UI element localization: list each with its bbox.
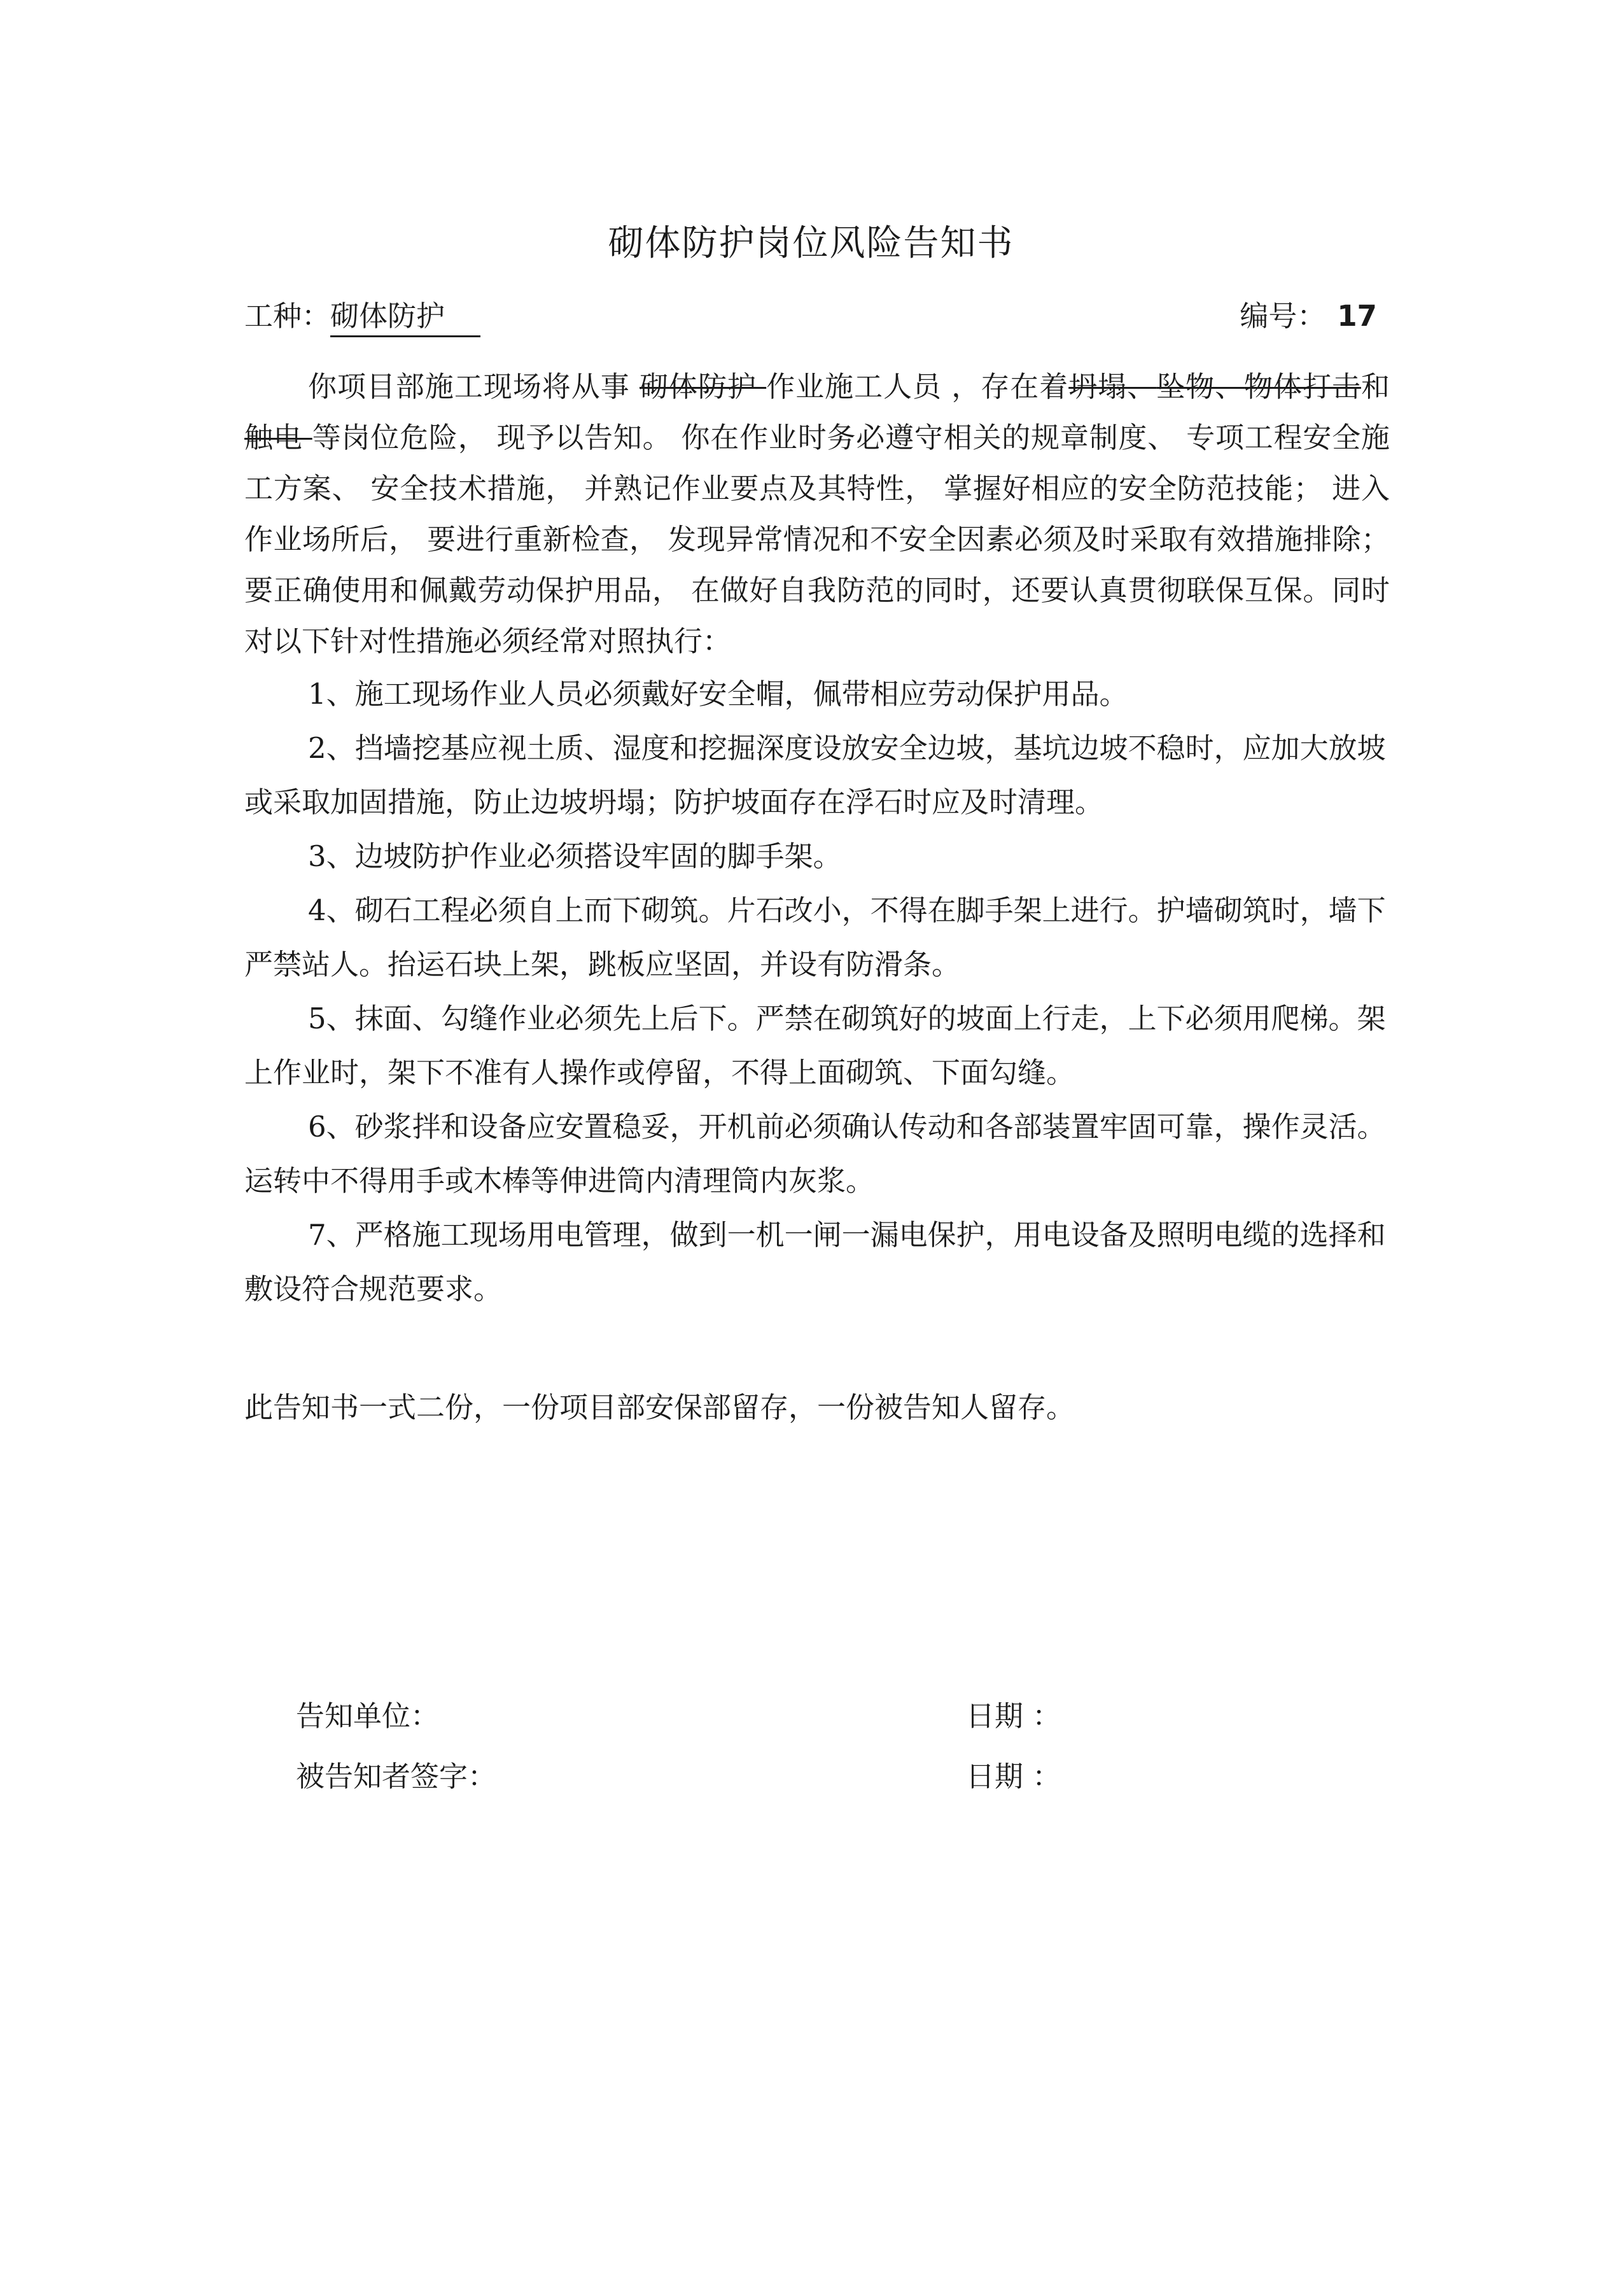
header-row	[244, 293, 1377, 337]
struck-risk: 物体打击	[1244, 370, 1361, 403]
document-number	[1240, 293, 1377, 334]
measure-item-3: 3、边坡防护作业必须搭设牢固的脚手架。	[308, 839, 842, 873]
intro-text: 作业施工人员 ，存在着	[766, 370, 1069, 403]
struck-risk: 触电	[244, 421, 312, 454]
measure-item-1: 1、施工现场作业人员必须戴好安全帽，佩带相应劳动保护用品。	[308, 677, 1128, 711]
document-title: 砌体防护岗位风险告知书	[608, 223, 1014, 264]
work-type-label: 工种：	[244, 299, 331, 333]
measure-item-7: 7、严格施工现场用电管理，做到一机一闸一漏电保护，用电设备及照明电缆的选择和敷设符合规范要求。	[244, 1218, 1386, 1306]
measure-item-2: 2、挡墙挖基应视土质、湿度和挖掘深度设放安全边坡，基坑边坡不稳时，应加大放坡或采取加固措施，防止边坡坍塌；防护坡面存在浮石时应及时清理。	[244, 731, 1386, 819]
notifying-unit-label: 告知单位：	[296, 1699, 440, 1733]
work-type-value: 砌体防护	[330, 293, 480, 337]
intro-text: 等岗位危险， 现予以告知。 你在作业时务必遵守相关的规章制度、 专项工程安全施工方案、 安全技术措施， 并熟记作业要点及其特性， 掌握好相应的安全防范技能； 进入作业场所后， 要进行重新检查， 发现异常情况和不安全因素必须及时采取有效措施排除； 要正确使用和佩戴劳动保护用品， 在做好自我防范的同时，还要认真贯彻联保互保。同时对以下针对性措施必须经常对照执行：	[244, 421, 1390, 658]
intro-paragraph	[244, 361, 1390, 667]
number-value: 17	[1337, 299, 1377, 333]
struck-risk: 坠物、	[1156, 370, 1245, 403]
intro-text: 你项目部施工现场将从事	[308, 370, 640, 403]
work-type	[244, 293, 480, 337]
measure-item-5: 5、抹面、勾缝作业必须先上后下。严禁在砌筑好的坡面上行走，上下必须用爬梯。架上作业时，架下不准有人操作或停留，不得上面砌筑、下面勾缝。	[244, 1002, 1386, 1089]
intro-text: 和	[1360, 370, 1390, 403]
date-label: 日期 ：	[966, 1760, 1061, 1793]
date-label: 日期 ：	[966, 1699, 1061, 1733]
copies-note: 此告知书一式二份，一份项目部安保部留存，一份被告知人留存。	[244, 1390, 1075, 1424]
document-body	[244, 361, 1390, 1316]
measure-item-4: 4、砌石工程必须自上而下砌筑。片石改小，不得在脚手架上进行。护墙砌筑时，墙下严禁站人。抬运石块上架，跳板应坚固，并设有防滑条。	[244, 893, 1386, 981]
struck-job: 砌体防护	[640, 370, 767, 403]
measure-item-6: 6、砂浆拌和设备应安置稳妥，开机前必须确认传动和各部装置牢固可靠，操作灵活。运转中不得用手或木棒等伸进筒内清理筒内灰浆。	[244, 1110, 1386, 1198]
number-label: 编号：	[1240, 299, 1326, 333]
signer-label: 被告知者签字：	[296, 1760, 497, 1793]
struck-risk: 坍塌、	[1068, 370, 1157, 403]
